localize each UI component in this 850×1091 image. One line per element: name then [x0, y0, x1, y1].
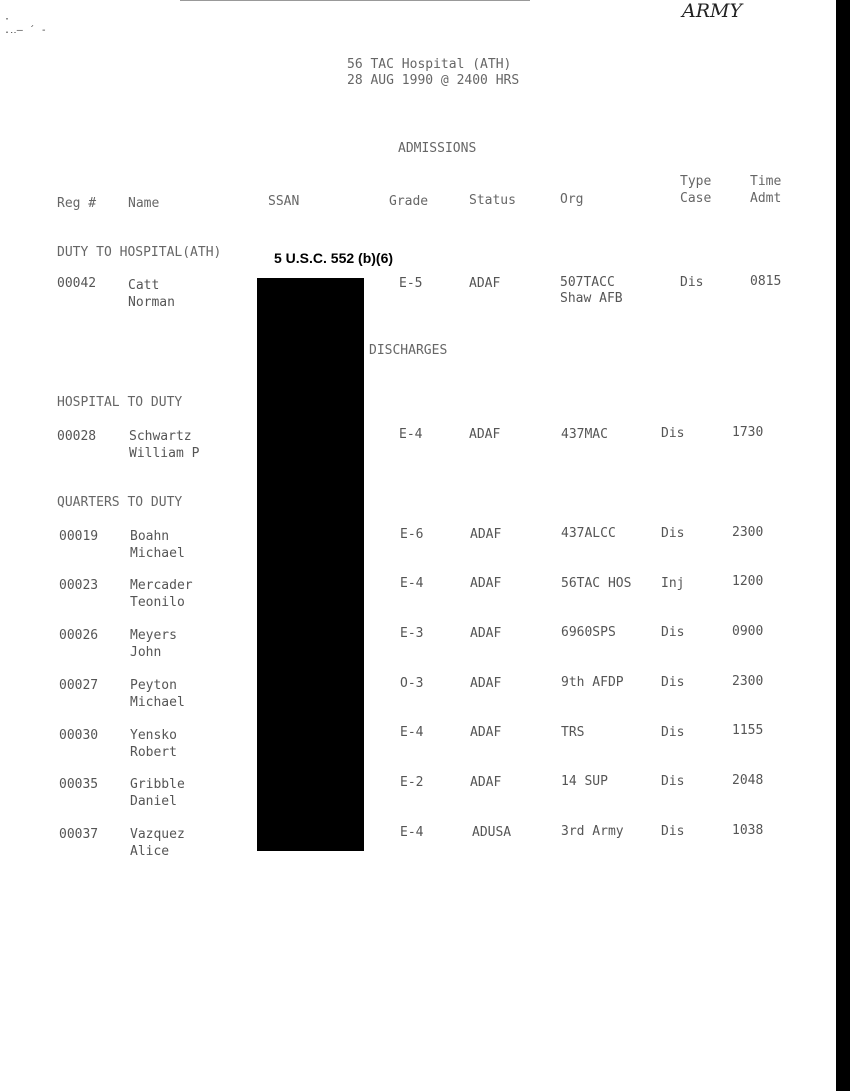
report-datetime: 28 AUG 1990 @ 2400 HRS [347, 73, 520, 88]
time: 1038 [732, 823, 764, 838]
status: ADAF [470, 676, 502, 691]
time: 0815 [750, 274, 782, 289]
status: ADAF [470, 626, 502, 641]
scan-edge-border [836, 0, 850, 1091]
reg-number: 00035 [59, 777, 99, 792]
grade: E-5 [399, 276, 423, 291]
group-label: DUTY TO HOSPITAL(ATH) [57, 245, 222, 260]
org-line2: Shaw AFB [560, 291, 623, 306]
top-rule [180, 0, 530, 1]
reg-number: 00037 [59, 827, 99, 842]
col-time-line1: Time [750, 174, 782, 189]
reg-number: 00026 [59, 628, 99, 643]
case-type: Dis [661, 526, 685, 541]
col-type-line2: Case [680, 191, 712, 206]
col-time-line2: Admt [750, 191, 782, 206]
grade: E-4 [400, 825, 424, 840]
time: 2048 [732, 773, 764, 788]
reg-number: 00019 [59, 529, 99, 544]
name-first: Robert [130, 745, 177, 760]
case-type: Inj [661, 576, 685, 591]
time: 2300 [732, 525, 764, 540]
org-line1: 507TACC [560, 275, 615, 290]
status: ADUSA [472, 825, 512, 840]
status: ADAF [470, 775, 502, 790]
grade: E-2 [400, 775, 424, 790]
discharges-heading: DISCHARGES [369, 343, 448, 358]
time: 1200 [732, 574, 764, 589]
reg-number: 00028 [57, 429, 97, 444]
org-line1: 6960SPS [561, 625, 616, 640]
time: 1155 [732, 723, 764, 738]
org-line1: TRS [561, 725, 585, 740]
reg-number: 00042 [57, 276, 97, 291]
name-last: Mercader [130, 578, 193, 593]
org-line1: 437MAC [561, 427, 608, 442]
grade: O-3 [400, 676, 424, 691]
time: 0900 [732, 624, 764, 639]
name-first: William P [129, 446, 200, 461]
org-line1: 14 SUP [561, 774, 608, 789]
col-name: Name [128, 196, 160, 211]
admissions-heading: ADMISSIONS [398, 141, 477, 156]
name-last: Yensko [130, 728, 177, 743]
name-last: Meyers [130, 628, 177, 643]
case-type: Dis [661, 675, 685, 690]
case-type: Dis [661, 426, 685, 441]
name-first: Norman [128, 295, 175, 310]
grade: E-4 [399, 427, 423, 442]
col-ssan: SSAN [268, 194, 300, 209]
reg-number: 00030 [59, 728, 99, 743]
case-type: Dis [661, 625, 685, 640]
name-first: Teonilo [130, 595, 185, 610]
name-last: Catt [128, 278, 160, 293]
col-grade: Grade [389, 194, 429, 209]
status: ADAF [469, 276, 501, 291]
scan-specks: · .‥– ´ ‐ [4, 14, 47, 36]
name-last: Peyton [130, 678, 177, 693]
time: 2300 [732, 674, 764, 689]
report-title: 56 TAC Hospital (ATH) [347, 57, 512, 72]
name-first: Daniel [130, 794, 177, 809]
name-first: Michael [130, 546, 185, 561]
org-line1: 56TAC HOS [561, 576, 632, 591]
grade: E-6 [400, 527, 424, 542]
case-type: Dis [680, 275, 704, 290]
name-last: Gribble [130, 777, 185, 792]
case-type: Dis [661, 725, 685, 740]
name-last: Vazquez [130, 827, 185, 842]
name-last: Boahn [130, 529, 170, 544]
case-type: Dis [661, 774, 685, 789]
status: ADAF [470, 576, 502, 591]
name-first: Michael [130, 695, 185, 710]
status: ADAF [469, 427, 501, 442]
reg-number: 00027 [59, 678, 99, 693]
time: 1730 [732, 425, 764, 440]
status: ADAF [470, 725, 502, 740]
col-org: Org [560, 192, 584, 207]
reg-number: 00023 [59, 578, 99, 593]
org-line1: 9th AFDP [561, 675, 624, 690]
grade: E-4 [400, 725, 424, 740]
name-last: Schwartz [129, 429, 192, 444]
org-line1: 437ALCC [561, 526, 616, 541]
group-label: QUARTERS TO DUTY [57, 495, 183, 510]
handwritten-note: ARMY [682, 0, 743, 22]
grade: E-3 [400, 626, 424, 641]
foia-exemption-label: 5 U.S.C. 552 (b)(6) [274, 250, 394, 266]
name-first: John [130, 645, 162, 660]
org-line1: 3rd Army [561, 824, 624, 839]
case-type: Dis [661, 824, 685, 839]
grade: E-4 [400, 576, 424, 591]
group-label: HOSPITAL TO DUTY [57, 395, 183, 410]
name-first: Alice [130, 844, 170, 859]
status: ADAF [470, 527, 502, 542]
col-status: Status [469, 193, 516, 208]
ssan-redaction-block [257, 278, 364, 851]
col-type-line1: Type [680, 174, 712, 189]
col-reg: Reg # [57, 196, 97, 211]
